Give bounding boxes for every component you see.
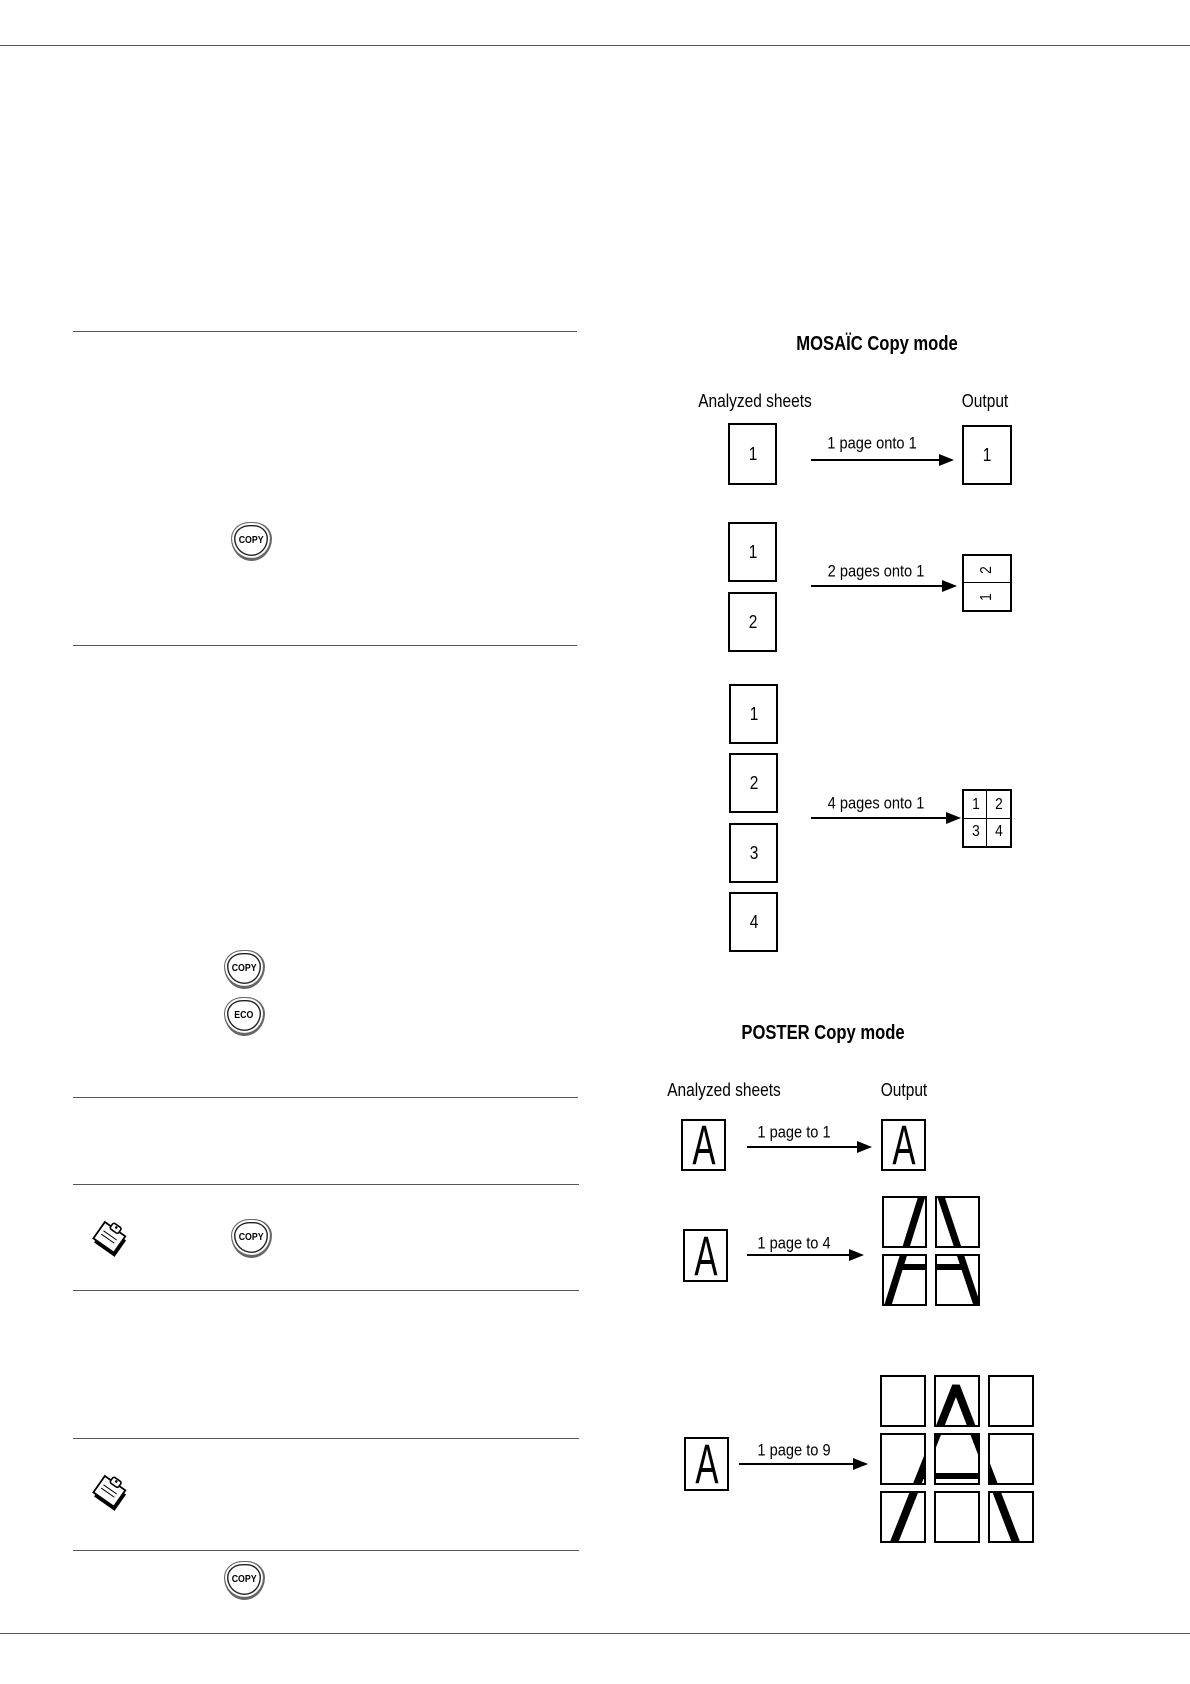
note-rule-top bbox=[73, 1438, 579, 1439]
source-sheet bbox=[728, 423, 777, 485]
poster-tile bbox=[989, 1434, 1033, 1484]
mosaic-row-label: 4 pages onto 1 bbox=[827, 793, 925, 813]
poster-source-sheet bbox=[684, 1432, 729, 1495]
tile-gap bbox=[980, 1375, 988, 1543]
copy-button-label: COPY bbox=[238, 1231, 264, 1243]
source-sheet bbox=[729, 684, 778, 744]
tile-gap bbox=[880, 1485, 1034, 1491]
sheet-number: 2 bbox=[748, 612, 757, 632]
output-sheet bbox=[962, 554, 1012, 612]
arrow bbox=[739, 1463, 866, 1465]
output-page-number: 1 bbox=[971, 795, 980, 813]
tile-gap bbox=[880, 1427, 1034, 1433]
sheet-number: 4 bbox=[749, 912, 758, 932]
output-page-number: 2 bbox=[994, 795, 1003, 813]
poster-glyph-legs bbox=[893, 1386, 1017, 1543]
note-rule-top bbox=[73, 1184, 579, 1185]
tile-gap bbox=[926, 1375, 934, 1543]
poster-tile bbox=[989, 1376, 1033, 1426]
poster-source-sheet bbox=[683, 1223, 728, 1287]
arrow bbox=[811, 585, 955, 587]
sheet-number: 1 bbox=[748, 542, 757, 562]
output-letter: A bbox=[891, 1113, 916, 1176]
sheet-number: 2 bbox=[749, 773, 758, 793]
poster-row-label: 1 page to 9 bbox=[757, 1440, 831, 1460]
poster-title: POSTER Copy mode bbox=[741, 1022, 905, 1044]
mosaic-source-heading: Analyzed sheets bbox=[698, 391, 812, 411]
sheet-letter: A bbox=[693, 1223, 718, 1287]
mosaic-row-label: 1 page onto 1 bbox=[827, 433, 917, 453]
output-page-number: 1 bbox=[982, 445, 992, 465]
output-divider bbox=[964, 818, 1010, 819]
source-sheet bbox=[728, 592, 777, 652]
sheet-number: 1 bbox=[749, 704, 758, 724]
poster-output-sheet bbox=[881, 1113, 926, 1176]
sheet-number: 1 bbox=[748, 444, 757, 464]
copy-button-icon bbox=[224, 1561, 265, 1600]
source-sheet bbox=[728, 522, 777, 582]
copy-button-icon bbox=[231, 1219, 272, 1258]
source-sheet bbox=[729, 823, 778, 883]
output-page-number: 2 bbox=[978, 565, 995, 574]
copy-button-label: COPY bbox=[231, 1573, 257, 1585]
tile-gap bbox=[882, 1248, 980, 1254]
arrow bbox=[747, 1146, 870, 1148]
mosaic-row-label: 2 pages onto 1 bbox=[827, 561, 925, 581]
page-footer-rule bbox=[0, 1633, 1190, 1634]
sheet-letter: A bbox=[694, 1432, 719, 1495]
section-rule bbox=[73, 331, 577, 332]
poster-output-9-tiles bbox=[880, 1375, 1034, 1543]
copy-button-icon bbox=[224, 950, 265, 989]
source-sheet bbox=[729, 892, 778, 952]
section-rule bbox=[73, 645, 577, 646]
mosaic-output-heading: Output bbox=[961, 391, 1009, 411]
arrow bbox=[811, 459, 952, 461]
source-sheet bbox=[729, 753, 778, 813]
poster-row-label: 1 page to 4 bbox=[757, 1233, 831, 1253]
output-sheet bbox=[962, 425, 1012, 485]
mosaic-title: MOSAÏC Copy mode bbox=[796, 333, 958, 355]
output-page-number: 3 bbox=[971, 823, 980, 841]
poster-tile bbox=[935, 1492, 979, 1542]
clipboard-note-icon bbox=[87, 1217, 134, 1260]
copy-button-label: COPY bbox=[231, 962, 257, 974]
poster-source-sheet bbox=[681, 1113, 726, 1176]
arrow bbox=[747, 1254, 862, 1256]
output-divider bbox=[964, 582, 1010, 583]
eco-button-icon bbox=[224, 997, 265, 1036]
arrow bbox=[811, 817, 959, 819]
sheet-letter: A bbox=[691, 1113, 716, 1176]
poster-output-heading: Output bbox=[880, 1080, 928, 1100]
eco-button-label: ECO bbox=[234, 1009, 254, 1021]
poster-source-heading: Analyzed sheets bbox=[667, 1080, 781, 1100]
section-rule bbox=[73, 1097, 578, 1098]
note-rule-bottom bbox=[73, 1550, 579, 1551]
output-sheet bbox=[962, 789, 1012, 848]
sheet-number: 3 bbox=[749, 843, 758, 863]
copy-button-icon bbox=[231, 522, 272, 561]
poster-tile bbox=[881, 1376, 925, 1426]
output-page-number: 1 bbox=[978, 592, 995, 601]
page-header-rule bbox=[0, 45, 1190, 46]
note-rule-bottom bbox=[73, 1290, 579, 1291]
poster-row-label: 1 page to 1 bbox=[757, 1122, 831, 1142]
clipboard-note-icon bbox=[87, 1471, 134, 1514]
copy-button-label: COPY bbox=[238, 534, 264, 546]
output-page-number: 4 bbox=[994, 823, 1003, 841]
poster-output-4-tiles bbox=[882, 1196, 980, 1306]
